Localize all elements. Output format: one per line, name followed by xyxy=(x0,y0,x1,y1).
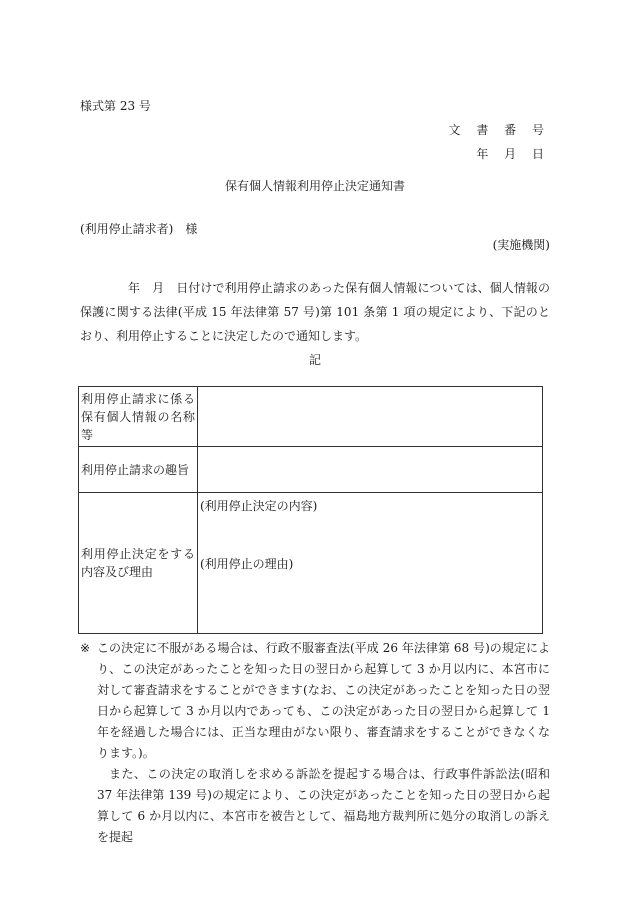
table-row xyxy=(79,447,543,493)
recipient: (利用停止請求者) 様 xyxy=(80,222,198,236)
document-title: 保有個人情報利用停止決定通知書 xyxy=(224,179,405,193)
note-appeal xyxy=(80,638,550,764)
row-label-info-name: 利用停止請求に係る保有個人情報の名称等 xyxy=(79,387,198,447)
table-row xyxy=(79,493,543,634)
body-paragraph: 年 月 日付けで利用停止請求のあった保有個人情報については、個人情報の保護に関する法律(平成 15 年法律第 57 号)第 101 条第 1 項の規定により、下記のとおり、利用停止することに決定したので通知します。 xyxy=(80,281,550,343)
table-row xyxy=(79,387,543,447)
notes-section xyxy=(80,638,550,848)
note-lawsuit: また、この決定の取消しを求める訴訟を提起する場合は、行政事件訴訟法(昭和 37 年法律第 139 号)の規定により、この決定があったことを知った日の翌日から起算して 6 か月以内に、本宮市を被告として、福島地方裁判所に処分の取消しの訴えを提起 xyxy=(97,767,550,844)
form-number: 様式第 23 号 xyxy=(80,99,151,113)
implementing-agency: (実施機関) xyxy=(492,238,550,252)
row-content-request-purpose xyxy=(198,447,543,493)
row-label-decision-reason: 利用停止決定をする内容及び理由 xyxy=(79,493,198,634)
body-text xyxy=(80,276,550,348)
note-appeal-text: この決定に不服がある場合は、行政不服審査法(平成 26 年法律第 68 号)の規定により、この決定があったことを知った日の翌日から起算して 3 か月以内に、本宮市に対して審査請求をすることができます(なお、この決定があったことを知った日の翌日から起算して 3 か月以内であっても、この決定があった日の翌日から起算して 1 年を経過した場合には、正当な理由がない限り、審査請求をすることができなくなります。)。 xyxy=(97,641,550,760)
decision-content-label: (利用停止決定の内容) xyxy=(200,499,318,514)
ki-heading: 記 xyxy=(308,353,321,367)
document-number: 文 書 番 号 xyxy=(448,123,550,137)
decision-reason-label: (利用停止の理由) xyxy=(200,557,294,572)
note-mark: ※ xyxy=(80,641,91,655)
row-label-request-purpose: 利用停止請求の趣旨 xyxy=(79,447,198,493)
detail-table xyxy=(78,386,543,634)
row-content-info-name xyxy=(198,387,543,447)
row-content-decision-reason xyxy=(198,493,543,634)
document-date: 年 月 日 xyxy=(476,147,550,161)
